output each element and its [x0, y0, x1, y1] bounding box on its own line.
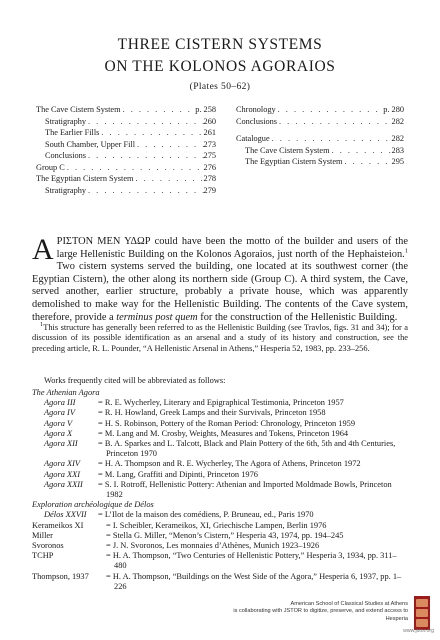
toc-leader-dots	[135, 139, 204, 151]
plates-reference: (Plates 50–62)	[189, 82, 251, 92]
toc-entry-page: 273	[203, 139, 216, 149]
toc-entry-label: The Earlier Fills	[45, 128, 100, 137]
table-of-contents-left	[36, 104, 216, 196]
abbreviations-section-heading: Exploration archéologique de Délos	[32, 500, 154, 510]
abbreviation-entry	[32, 459, 408, 469]
jstor-logo	[414, 596, 430, 630]
toc-entry-label: The Egyptian Cistern System	[36, 174, 134, 183]
abbreviation-value: = B. A. Sparkes and L. Talcott, Black and Plain Pottery of the 6th, 5th and 4th Centuries, Princeton 1970	[98, 439, 396, 459]
toc-leader-dots	[65, 162, 204, 174]
toc-entry-label: Conclusions	[45, 151, 87, 160]
intro-text-3: for the construction of the Hellenistic Building.	[197, 311, 398, 323]
abbreviation-value: = I. Scheibler, Kerameikos, XI, Griechische Lampen, Berlin 1976	[106, 520, 327, 530]
toc-entry-page: 295	[391, 157, 404, 166]
footnote	[32, 323, 408, 354]
toc-entry-label: Conclusions	[236, 116, 278, 126]
abbreviation-key: TCHP	[32, 551, 54, 561]
article-title-line-1: THREE CISTERN SYSTEMS	[117, 36, 323, 53]
toc-leader-dots	[133, 173, 203, 185]
toc-entry	[36, 162, 216, 174]
toc-entry	[36, 185, 216, 197]
abbreviation-value: = M. Lang and M. Crosby, Weights, Measures and Tokens, Princeton 1964	[98, 428, 349, 438]
toc-entry-label: The Egyptian Cistern System	[245, 157, 343, 166]
abbreviation-entry	[32, 408, 408, 418]
abbreviation-entry	[32, 480, 408, 500]
abbreviation-key: Agora X	[44, 428, 73, 438]
toc-leader-dots	[99, 127, 203, 139]
toc-entry	[36, 127, 216, 139]
abbreviation-value: = R. H. Howland, Greek Lamps and their Survivals, Princeton 1958	[98, 408, 326, 418]
toc-entry	[236, 145, 404, 157]
toc-entry-label: The Cave Cistern System	[245, 145, 330, 155]
abbreviation-key: Agora IV	[44, 408, 75, 418]
abbreviation-entry	[32, 531, 408, 541]
abbreviation-entry	[32, 429, 408, 439]
toc-entry-page: 282	[391, 116, 404, 126]
abbreviations-section-other	[32, 521, 408, 592]
jstor-notice-line: Hesperia	[385, 615, 408, 622]
intro-paragraph	[32, 233, 408, 324]
abbreviation-entry	[32, 541, 408, 551]
toc-leader-dots	[330, 145, 392, 157]
abbreviations-section-agora	[32, 398, 408, 500]
abbreviation-key: Agora XII	[44, 439, 78, 449]
toc-leader-dots	[86, 150, 204, 162]
abbreviation-key: Miller	[32, 530, 53, 540]
abbreviation-entry	[32, 572, 408, 592]
toc-entry-label: South Chamber, Upper Fill	[45, 139, 136, 149]
abbreviation-entry	[32, 419, 408, 429]
abbreviation-key: Délos XXVII	[44, 510, 87, 520]
abbreviation-key: Agora XXII	[44, 479, 83, 489]
intro-text-1: could have been the motto of the builder and users of the large Hellenistic Building on the Kolonos Agoraios, just north of the Hephaisteion.	[56, 236, 408, 260]
intro-text-2: Two cistern systems served the building, one located at its southwest corner (the Egyptian Cistern), the other along its northern side (Group C). A third system, the Cave, served another, earlier structure, probably a private house, which was apparently demolished to make way for the Hellenistic Building. The contents of the Cave system, therefore, provide a	[32, 261, 408, 323]
toc-entry	[36, 139, 216, 151]
toc-entry	[236, 133, 404, 145]
toc-entry-page: 279	[203, 185, 216, 195]
toc-entry-label: Stratigraphy	[45, 116, 87, 126]
toc-entry-page: 261	[203, 128, 216, 137]
toc-entry-page: p. 280	[383, 105, 404, 114]
toc-entry	[236, 156, 404, 168]
toc-leader-dots	[270, 133, 392, 145]
footnote-number: 1	[40, 321, 44, 329]
footnote-marker: 1	[404, 247, 408, 255]
abbreviation-key: Agora III	[44, 398, 76, 408]
jstor-notice-line: is collaborating with JSTOR to digitize, preserve, and extend access to	[233, 608, 408, 615]
toc-leader-dots	[86, 116, 204, 128]
abbreviations-section-delos	[32, 510, 408, 520]
toc-entry	[36, 173, 216, 185]
abbreviations-list	[32, 388, 408, 592]
abbreviation-key: Svoronos	[32, 541, 64, 551]
abbreviation-entry	[32, 510, 408, 520]
abbreviation-value: = H. A. Thompson, “Two Centuries of Hellenistic Pottery,” Hesperia 3, 1934, pp. 311–480	[106, 551, 397, 571]
abbreviation-value: = M. Lang, Graffiti and Dipinti, Princeton 1976	[98, 469, 258, 479]
abbreviation-value: = H. A. Thompson and R. E. Wycherley, The Agora of Athens, Princeton 1972	[98, 459, 361, 469]
abbreviation-key: Kerameikos XI	[32, 520, 84, 530]
toc-entry	[236, 104, 404, 116]
abbreviation-key: Agora XIV	[44, 459, 81, 469]
toc-leader-dots	[277, 116, 392, 128]
toc-leader-dots	[121, 104, 196, 116]
abbreviation-value: = Stella G. Miller, “Menon’s Cistern,” Hesperia 43, 1974, pp. 194–245	[106, 530, 344, 540]
drop-cap: A	[32, 233, 54, 266]
toc-entry	[36, 104, 216, 116]
toc-entry-label: Chronology	[236, 105, 276, 114]
toc-leader-dots	[342, 156, 391, 168]
abbreviation-key: Agora XXI	[44, 469, 81, 479]
toc-leader-dots	[276, 104, 384, 116]
abbreviation-entry	[32, 551, 408, 571]
toc-entry-label: Group C	[36, 162, 65, 172]
article-title-line-2: ON THE KOLONOS AGORAIOS	[104, 58, 336, 75]
toc-entry-page: 260	[203, 116, 216, 126]
jstor-url[interactable]: www.jstor.org	[403, 628, 434, 634]
greek-motto: ΡΙΣΤΟΝ ΜΕΝ ΥΔΩΡ	[56, 236, 151, 247]
abbreviation-value: = H. A. Thompson, “Buildings on the West Side of the Agora,” Hesperia 6, 1937, pp. 1–226	[106, 571, 402, 591]
abbreviation-value: = R. E. Wycherley, Literary and Epigraphical Testimonia, Princeton 1957	[98, 398, 344, 408]
abbreviations-intro: Works frequently cited will be abbreviated as follows:	[44, 376, 226, 385]
abbreviation-entry	[32, 398, 408, 408]
abbreviations-section-heading: The Athenian Agora	[32, 388, 100, 397]
abbreviation-value: = H. S. Robinson, Pottery of the Roman Period: Chronology, Princeton 1959	[98, 418, 356, 428]
toc-entry-label: Stratigraphy	[45, 185, 87, 195]
abbreviation-value: = L’Ilot de la maison des comédiens, P. Bruneau, ed., Paris 1970	[98, 510, 314, 520]
table-of-contents-right	[236, 104, 404, 168]
toc-entry-page: 278	[203, 174, 216, 183]
intro-italic-term: terminus post quem	[116, 311, 198, 323]
toc-entry	[36, 150, 216, 162]
toc-entry	[36, 116, 216, 128]
abbreviation-key: Agora V	[44, 418, 73, 428]
abbreviation-value: = S. I. Rotroff, Hellenistic Pottery: Athenian and Imported Moldmade Bowls, Princeton 1982	[98, 479, 392, 500]
footnote-text: This structure has generally been referred to as the Hellenistic Building (see Travlos, figs. 31 and 34); for a discussion of its possible identification as an arsenal and a study of its history and construction, see the preceding article, R. L. Pounder, “A Hellenistic Arsenal in Athens,” Hesperia 52, 1983, pp. 233–256.	[32, 323, 408, 353]
toc-entry-page: p. 258	[195, 105, 216, 114]
toc-entry-page: 282	[391, 134, 404, 143]
abbreviation-entry	[32, 521, 408, 531]
toc-entry	[236, 116, 404, 128]
toc-entry-page: 283	[391, 145, 404, 155]
abbreviation-value: = J. N. Svoronos, Les monnaies d’Athènes, Munich 1923–1926	[106, 541, 320, 551]
toc-entry-page: 276	[203, 162, 216, 172]
jstor-notice-line: American School of Classical Studies at Athens	[290, 601, 408, 607]
toc-entry-label: The Cave Cistern System	[36, 105, 121, 114]
toc-entry-label: Catalogue	[236, 134, 270, 143]
abbreviation-entry	[32, 470, 408, 480]
toc-leader-dots	[86, 185, 204, 197]
abbreviation-key: Thompson, 1937	[32, 571, 89, 581]
toc-entry-page: 275	[203, 151, 216, 160]
jstor-notice	[198, 601, 408, 623]
abbreviation-entry	[32, 439, 408, 459]
